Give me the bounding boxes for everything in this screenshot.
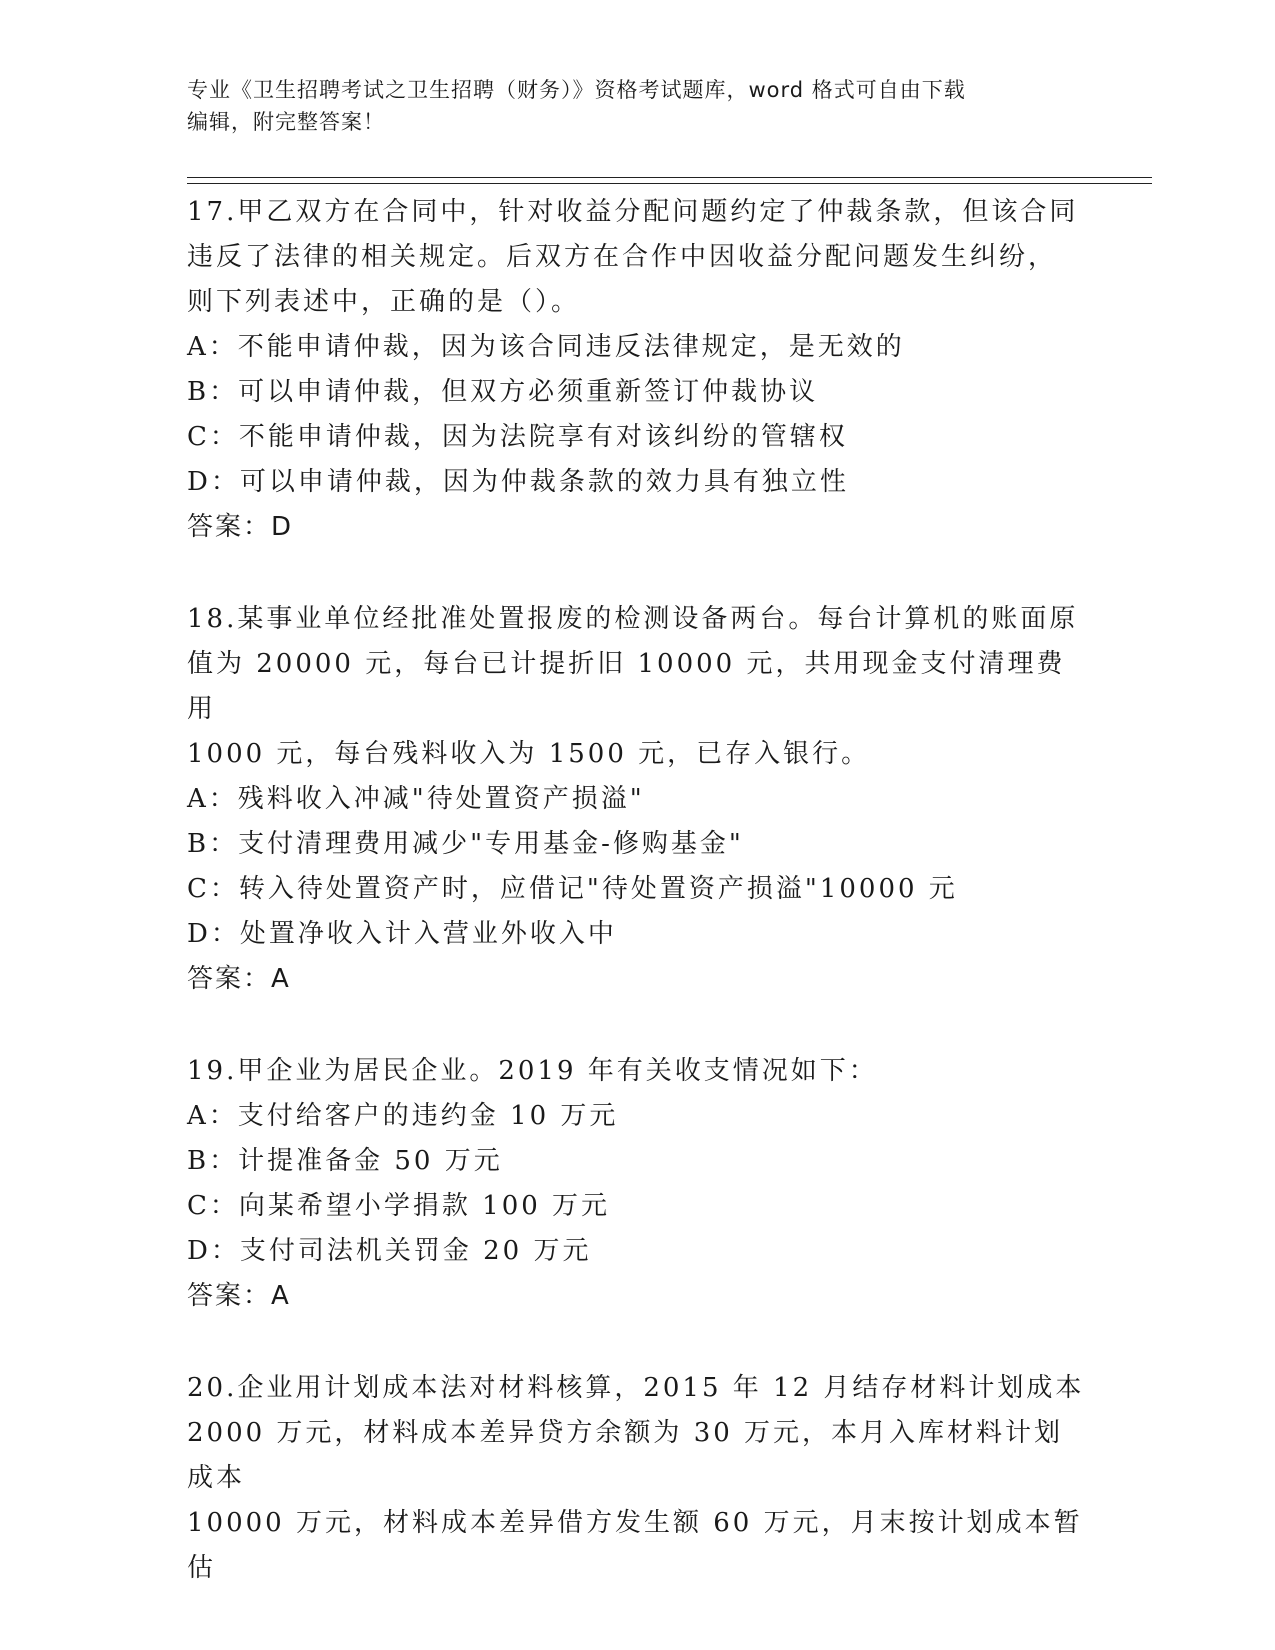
stem-line: 10000 万元，材料成本差异借方发生额 60 万元，月末按计划成本暂估 (187, 1508, 1083, 1583)
question-19 (187, 1049, 1087, 1319)
question-list (187, 190, 1087, 1638)
option-b: B：可以申请仲裁，但双方必须重新签订仲裁协议 (187, 377, 819, 407)
answer-line: 答案：A (187, 1281, 291, 1311)
document-header (187, 74, 1087, 138)
option-c: C：转入待处置资产时，应借记"待处置资产损溢"10000 元 (187, 874, 958, 904)
option-c: C：向某希望小学捐款 100 万元 (187, 1191, 611, 1221)
question-stem (187, 597, 1087, 777)
stem-line: 值为 20000 元，每台已计提折旧 10000 元，共用现金支付清理费用 (187, 649, 1066, 724)
stem-line: 违反了法律的相关规定。后双方在合作中因收益分配问题发生纠纷， (187, 242, 1058, 272)
question-20 (187, 1366, 1087, 1591)
option-b: B：支付清理费用减少"专用基金-修购基金" (187, 829, 744, 859)
question-stem (187, 190, 1087, 325)
stem-line: 则下列表述中，正确的是（）。 (187, 287, 581, 317)
header-divider-bottom (187, 183, 1152, 184)
stem-line: 18.某事业单位经批准处置报废的检测设备两台。每台计算机的账面原 (187, 604, 1079, 634)
header-divider-top (187, 177, 1152, 178)
question-stem (187, 1049, 1087, 1094)
question-18 (187, 597, 1087, 1002)
option-a: A：残料收入冲减"待处置资产损溢" (187, 784, 645, 814)
option-d: D：可以申请仲裁，因为仲裁条款的效力具有独立性 (187, 467, 849, 497)
option-d: D：处置净收入计入营业外收入中 (187, 919, 617, 949)
stem-line: 1000 元，每台残料收入为 1500 元，已存入银行。 (187, 739, 871, 769)
answer-line: 答案：A (187, 964, 291, 994)
question-stem (187, 1366, 1087, 1591)
option-a: A：支付给客户的违约金 10 万元 (187, 1101, 619, 1131)
option-a: A：不能申请仲裁，因为该合同违反法律规定，是无效的 (187, 332, 905, 362)
answer-line: 答案：D (187, 512, 294, 542)
stem-line: 2000 万元，材料成本差异贷方余额为 30 万元，本月入库材料计划成本 (187, 1418, 1064, 1493)
stem-line: 19.甲企业为居民企业。2019 年有关收支情况如下： (187, 1056, 878, 1086)
header-line-1: 专业《卫生招聘考试之卫生招聘（财务）》资格考试题库，word 格式可自由下载 (187, 78, 966, 102)
question-17 (187, 190, 1087, 550)
option-b: B：计提准备金 50 万元 (187, 1146, 503, 1176)
stem-line: 20.企业用计划成本法对材料核算，2015 年 12 月结存材料计划成本 (187, 1373, 1085, 1403)
option-c: C：不能申请仲裁，因为法院享有对该纠纷的管辖权 (187, 422, 848, 452)
header-line-2: 编辑，附完整答案！ (187, 110, 385, 134)
stem-line: 17.甲乙双方在合同中，针对收益分配问题约定了仲裁条款，但该合同 (187, 197, 1079, 227)
option-d: D：支付司法机关罚金 20 万元 (187, 1236, 592, 1266)
